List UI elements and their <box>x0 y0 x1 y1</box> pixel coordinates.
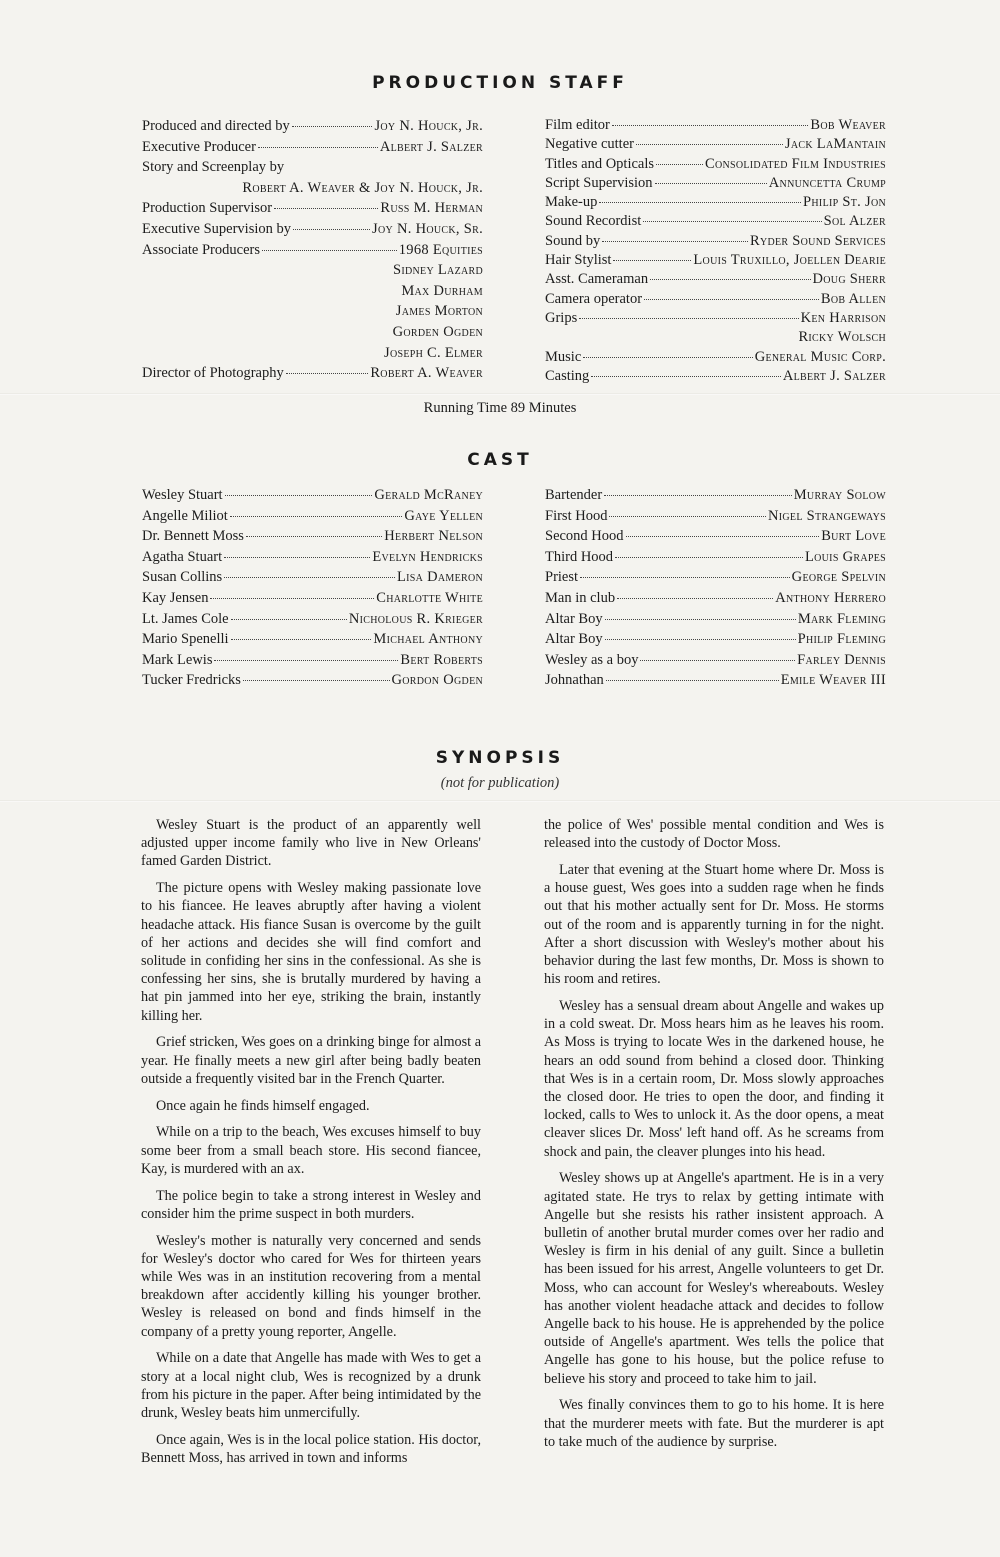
leader-dots <box>613 260 691 261</box>
leader-dots <box>243 680 390 681</box>
credit-role: Sound by <box>545 232 601 249</box>
cast-credit-row <box>545 588 886 609</box>
production-credit-row <box>142 198 483 219</box>
cast-credit-row <box>545 485 886 506</box>
credit-role: Dr. Bennett Moss <box>142 528 244 545</box>
credit-name: Nigel Strangeways <box>768 507 886 524</box>
credit-name: Doug Sherr <box>812 271 886 288</box>
paper-fold-line <box>0 800 1000 802</box>
synopsis-paragraph: The police begin to take a strong interest in Wesley and consider him the prime suspect in both murders. <box>141 1187 481 1222</box>
production-credit-row <box>545 232 886 251</box>
credit-role: Associate Producers <box>142 241 260 258</box>
leader-dots <box>231 619 347 620</box>
cast-credit-row <box>545 650 886 671</box>
credit-name: Farley Dennis <box>797 651 886 668</box>
cast-credit-row <box>545 526 886 547</box>
leader-dots <box>644 299 819 300</box>
credit-role: Executive Producer <box>142 138 256 155</box>
credit-role: Negative cutter <box>545 136 634 153</box>
credit-name: Louis Truxillo, Joellen Dearie <box>693 252 886 269</box>
production-credit-row <box>142 116 483 137</box>
credit-name: Mark Fleming <box>797 610 886 627</box>
cast-credit-row <box>545 609 886 630</box>
credit-name: Jack LaMantain <box>784 136 886 153</box>
production-credit-row <box>545 116 886 135</box>
credit-role: Wesley as a boy <box>545 651 639 668</box>
production-credit-row <box>545 348 886 367</box>
credit-role: Altar Boy <box>545 631 603 648</box>
credit-name: Russ M. Herman <box>380 200 483 217</box>
leader-dots <box>231 639 372 640</box>
credit-name: Charlotte White <box>376 589 483 606</box>
synopsis-paragraph: The picture opens with Wesley making passionate love to his fiancee. He leaves abruptly after having a violent headache attack. His fiance Susan is overcome by the guilt of her actions and decides she will find comfort and solitude in confiding her sins in the confessional. As she is confessing her sins, she is brutally murdered by having a hat pin jammed into her eye, striking the brain, instantly killing her. <box>141 880 481 1024</box>
cast-heading: CAST <box>467 450 533 470</box>
credit-role: Titles and Opticals <box>545 155 655 172</box>
synopsis-paragraph: the police of Wes' possible mental condition and Wes is released into the custody of Doctor Moss. <box>544 817 884 852</box>
cast-credit-row <box>142 485 483 506</box>
cast-left-column <box>142 485 483 691</box>
production-credit-row <box>142 219 483 240</box>
credit-name: Evelyn Hendricks <box>372 548 483 565</box>
synopsis-paragraph: Wesley's mother is naturally very concerned and sends for Wesley's doctor who cared for Wes for thirteen years while Wes was in an institution recovering from a mental breakdown after accidently killing his younger brother. Wesley is released on bond and finds himself in the company of a pretty young reporter, Angelle. <box>141 1232 481 1340</box>
cast-credit-row <box>142 547 483 568</box>
synopsis-heading: SYNOPSIS <box>435 748 565 768</box>
production-credit-row <box>545 212 886 231</box>
production-credit-row <box>545 251 886 270</box>
credit-name: General Music Corp. <box>754 348 886 365</box>
credit-name: Ken Harrison <box>800 309 886 326</box>
leader-dots <box>656 164 703 165</box>
credit-role: Man in club <box>545 589 616 606</box>
credit-role: Music <box>545 348 582 365</box>
synopsis-left-column <box>141 816 481 1476</box>
production-credit-row <box>545 155 886 174</box>
credit-role: Johnathan <box>545 672 604 689</box>
cast-credit-row <box>545 670 886 691</box>
production-staff-right-column <box>545 116 886 386</box>
leader-dots <box>246 536 382 537</box>
paper-fold-line <box>0 393 1000 395</box>
leader-dots <box>636 144 783 145</box>
credit-name: Albert J. Salzer <box>379 138 483 155</box>
production-staff-heading: PRODUCTION STAFF <box>372 73 628 93</box>
credit-name: Bob Allen <box>820 290 886 307</box>
synopsis-paragraph: Wesley has a sensual dream about Angelle and wakes up in a cold sweat. Dr. Moss hears him as he leaves his room. As Moss is trying to locate Wes in the darkened house, he hears an odd sound from behind a closed door. Thinking that Wes is in a certain room, Dr. Moss slowly approaches the closed door. He tries to open the door, and finding it locked, calls to Wes to unlock it. As the door opens, a meat cleaver slices Dr. Moss' left hand off. As he screams from shock and pain, the cleaver plunges into his head. <box>544 998 884 1160</box>
synopsis-paragraph: Once again he finds himself engaged. <box>156 1097 370 1114</box>
synopsis-paragraph: Wesley Stuart is the product of an apparently well adjusted upper income family who live in New Orleans' famed Garden District. <box>141 817 481 870</box>
leader-dots <box>274 208 378 209</box>
synopsis-paragraph: Once again, Wes is in the local police station. His doctor, Bennett Moss, has arrived in town and informs <box>141 1431 481 1467</box>
credit-name-continuation: Max Durham <box>401 282 483 299</box>
credit-name: Herbert Nelson <box>384 528 483 545</box>
leader-dots <box>591 376 781 377</box>
credit-name: Emile Weaver III <box>780 672 886 689</box>
production-credit-row <box>545 367 886 386</box>
leader-dots <box>579 318 798 319</box>
synopsis-paragraph: Later that evening at the Stuart home where Dr. Moss is a house guest, Wes goes into a sudden rage when he finds out that his mother actually sent for Dr. Moss. He storms out of the room and is apparently turning in for the night. After a short discussion with Wesley's mother about his behavior during the last few months, Dr. Moss is shown to his room and retires. <box>544 862 884 988</box>
credit-role: Agatha Stuart <box>142 548 223 565</box>
leader-dots <box>599 202 801 203</box>
credit-role: Film editor <box>545 117 610 133</box>
leader-dots <box>580 577 790 578</box>
credit-name: Bert Roberts <box>400 651 483 668</box>
synopsis-paragraph: While on a date that Angelle has made with Wes to get a story at a local night club, Wes is recognized by a drunk from his picture in the paper. After being intimidated by the drunk, Wesley beats him unmercifully. <box>141 1350 481 1422</box>
credit-name: Ryder Sound Services <box>749 232 886 249</box>
cast-credit-row <box>142 526 483 547</box>
credit-name: Louis Grapes <box>804 548 886 565</box>
credit-role: Grips <box>545 309 578 326</box>
synopsis-paragraph: Grief stricken, Wes goes on a drinking binge for almost a year. He finally meets a new girl after being badly beaten outside a frequently visited bar in the French Quarter. <box>141 1034 481 1087</box>
leader-dots <box>583 357 752 358</box>
credit-role: Priest <box>545 569 579 586</box>
credit-role: Lt. James Cole <box>142 610 229 627</box>
credit-name-continuation: Gorden Ogden <box>392 323 483 340</box>
cast-credit-row <box>545 629 886 650</box>
production-credit-row <box>545 290 886 309</box>
production-credit-row <box>142 157 483 178</box>
credit-name-continuation: Ricky Wolsch <box>798 329 886 346</box>
synopsis-paragraph: Wesley shows up at Angelle's apartment. He is in a very agitated state. He trys to relax by getting intimate with Angelle but she resists his rather insistent approach. A bulletin of another brutal murder comes over her radio and Wesley is firm in his denial of any guilt. Since a bulletin has been issued for his arrest, Angelle volunteers to get Dr. Moss, who can account for Wesley's whereabouts. Wesley has another violent headache attack and decides to follow Angelle back to his house. He is apprehended by the police outside of Angelle's apartment. Wes tells the police that Angelle has gone to his house, but the police refuse to believe his story and proceed to take him to jail. <box>544 1170 884 1387</box>
credit-name: Gaye Yellen <box>404 507 483 524</box>
credit-name: Gordon Ogden <box>391 672 483 689</box>
credit-name-continuation: Sidney Lazard <box>393 262 483 279</box>
credit-name-continuation: Joseph C. Elmer <box>384 344 483 361</box>
credit-name: George Spelvin <box>791 569 886 586</box>
credit-role: Asst. Cameraman <box>545 271 649 288</box>
credit-role: Sound Recordist <box>545 213 642 230</box>
production-staff-left-column <box>142 116 483 384</box>
credit-role: Angelle Miliot <box>142 507 228 524</box>
credit-name: 1968 Equities <box>398 241 483 258</box>
credit-role: Bartender <box>545 487 603 503</box>
production-credit-row <box>545 135 886 154</box>
credit-role: Make-up <box>545 194 598 211</box>
leader-dots <box>626 536 820 537</box>
leader-dots <box>604 495 792 496</box>
leader-dots <box>643 221 821 222</box>
credit-name: Albert J. Salzer <box>782 367 886 384</box>
cast-credit-row <box>142 609 483 630</box>
cast-credit-row <box>142 588 483 609</box>
cast-credit-row <box>142 650 483 671</box>
credit-role: Production Supervisor <box>142 200 273 217</box>
cast-credit-row <box>142 670 483 691</box>
leader-dots <box>293 229 370 230</box>
credit-name: Michael Anthony <box>373 631 483 648</box>
credit-role: Kay Jensen <box>142 589 209 606</box>
leader-dots <box>230 516 403 517</box>
synopsis-right-column <box>544 816 884 1460</box>
credit-role: Second Hood <box>545 528 624 545</box>
cast-credit-row <box>545 506 886 527</box>
leader-dots <box>609 516 766 517</box>
credit-role: First Hood <box>545 507 608 524</box>
credit-role: Hair Stylist <box>545 252 612 269</box>
credit-name: Robert A. Weaver <box>370 365 483 382</box>
credit-name: Sol Alzer <box>823 213 886 230</box>
leader-dots <box>617 598 773 599</box>
credit-role: Mark Lewis <box>142 651 213 668</box>
credit-role: Third Hood <box>545 548 614 565</box>
production-credit-row <box>142 137 483 158</box>
credit-name: Annuncetta Crump <box>768 174 886 191</box>
credit-role: Story and Screenplay by <box>142 159 285 176</box>
synopsis-paragraph: While on a trip to the beach, Wes excuses himself to buy some beer from a small beach store. His second fiancee, Kay, is murdered with an ax. <box>141 1124 481 1177</box>
production-credit-row <box>545 309 886 328</box>
running-time: Running Time 89 Minutes <box>423 400 577 416</box>
credit-name-continuation: James Morton <box>395 303 483 320</box>
cast-credit-row <box>142 506 483 527</box>
leader-dots <box>605 639 796 640</box>
credit-role: Camera operator <box>545 290 643 307</box>
credit-name: Burt Love <box>821 528 886 545</box>
leader-dots <box>292 126 373 127</box>
leader-dots <box>286 373 369 374</box>
cast-credit-row <box>545 547 886 568</box>
credit-name: Philip Fleming <box>797 631 886 648</box>
credit-role: Script Supervision <box>545 174 653 191</box>
credit-name: Consolidated Film Industries <box>705 155 886 172</box>
credit-name: Joy N. Houck, Jr. <box>374 118 483 134</box>
leader-dots <box>224 577 395 578</box>
leader-dots <box>224 557 370 558</box>
production-credit-row <box>545 193 886 212</box>
credit-role: Susan Collins <box>142 569 223 586</box>
credit-name: Murray Solow <box>793 487 886 503</box>
production-credit-row <box>545 270 886 289</box>
credit-name-continuation: Robert A. Weaver & Joy N. Houck, Jr. <box>242 179 483 196</box>
leader-dots <box>262 250 397 251</box>
leader-dots <box>655 183 767 184</box>
leader-dots <box>640 660 795 661</box>
leader-dots <box>602 241 748 242</box>
production-credit-row <box>142 240 483 261</box>
credit-role: Altar Boy <box>545 610 603 627</box>
credit-role: Executive Supervision by <box>142 220 292 237</box>
leader-dots <box>612 125 808 126</box>
production-credit-row <box>545 174 886 193</box>
production-credit-row <box>142 363 483 384</box>
cast-right-column <box>545 485 886 691</box>
cast-credit-row <box>142 629 483 650</box>
credit-role: Tucker Fredricks <box>142 672 241 689</box>
credit-name: Anthony Herrero <box>775 589 886 606</box>
cast-credit-row <box>545 567 886 588</box>
credit-name: Philip St. Jon <box>803 194 886 211</box>
leader-dots <box>210 598 374 599</box>
credit-name: Nicholous R. Krieger <box>348 610 483 627</box>
cast-credit-row <box>142 567 483 588</box>
credit-name: Bob Weaver <box>810 117 886 133</box>
leader-dots <box>225 495 373 496</box>
credit-role: Wesley Stuart <box>142 487 223 503</box>
leader-dots <box>650 279 810 280</box>
credit-name: Gerald McRaney <box>374 487 483 503</box>
credit-name: Joy N. Houck, Sr. <box>372 220 483 237</box>
leader-dots <box>605 619 796 620</box>
leader-dots <box>615 557 803 558</box>
leader-dots <box>214 660 398 661</box>
leader-dots <box>606 680 779 681</box>
credit-name: Lisa Dameron <box>396 569 483 586</box>
leader-dots <box>258 147 378 148</box>
synopsis-subheading: (not for publication) <box>440 775 560 791</box>
credit-role: Director of Photography <box>142 365 284 382</box>
credit-role: Casting <box>545 367 590 384</box>
synopsis-paragraph: Wes finally convinces them to go to his home. It is here that the murderer meets with fate. But the murderer is apt to take much of the audience by surprise. <box>544 1397 884 1450</box>
credit-role: Produced and directed by <box>142 118 290 134</box>
credit-role: Mario Spenelli <box>142 631 229 648</box>
